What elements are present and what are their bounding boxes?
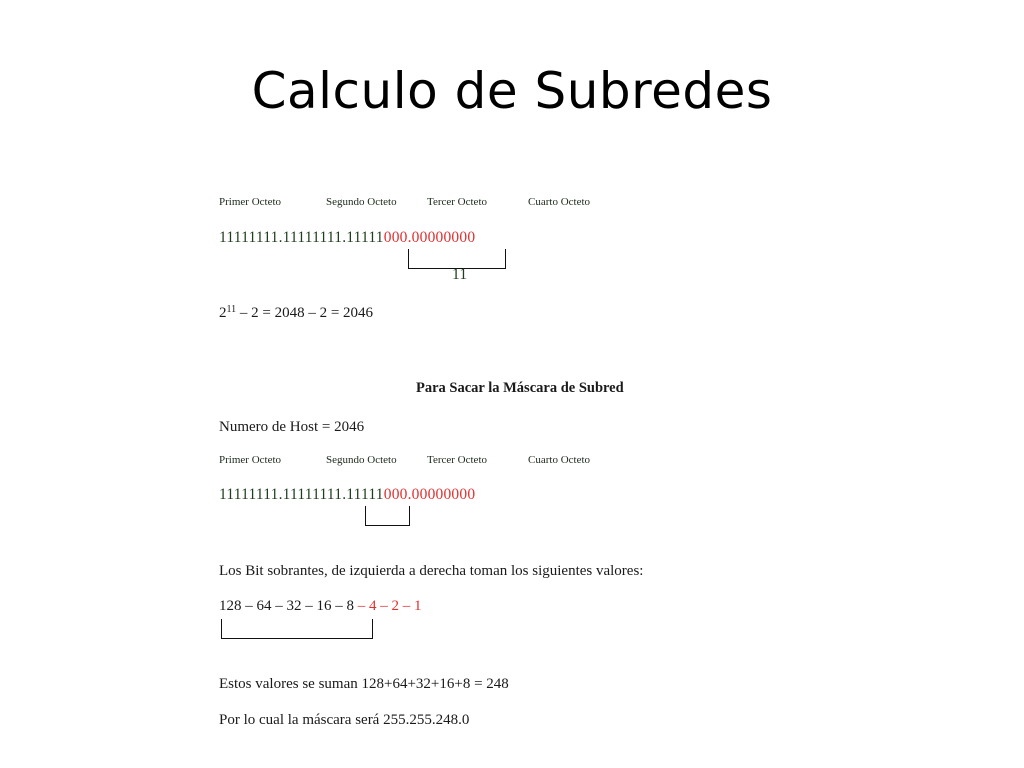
octet-header-4b: Cuarto Octeto xyxy=(528,454,591,466)
section-heading: Para Sacar la Máscara de Subred xyxy=(416,380,624,396)
host-number-line: Numero de Host = 2046 xyxy=(219,419,365,435)
octet-header-2b: Segundo Octeto xyxy=(326,454,397,466)
binary-mask-2 xyxy=(219,486,475,504)
binary-mask-host-bits-2: 000.00000000 xyxy=(383,486,476,503)
bit-values-line xyxy=(219,598,422,615)
octet-header-2: Segundo Octeto xyxy=(326,196,397,208)
sum-line: Estos valores se suman 128+64+32+16+8 = 248 xyxy=(219,676,509,692)
octet-header-1: Primer Octeto xyxy=(219,196,282,208)
octet-header-3: Tercer Octeto xyxy=(427,196,487,208)
octet-header-1b: Primer Octeto xyxy=(219,454,282,466)
bit-values-bracket xyxy=(221,619,373,639)
binary-mask-host-bits: 000.00000000 xyxy=(383,229,476,246)
host-calculation xyxy=(219,305,373,322)
calc-rest: – 2 = 2048 – 2 = 2046 xyxy=(236,305,374,321)
calc-base: 2 xyxy=(219,305,227,321)
calc-exponent: 11 xyxy=(226,304,237,315)
binary-mask-prefix-2: 11111111.11111111.11111 xyxy=(219,486,384,503)
octet-header-3b: Tercer Octeto xyxy=(427,454,487,466)
octet-header-4: Cuarto Octeto xyxy=(528,196,591,208)
mask-result-line: Por lo cual la máscara será 255.255.248.0 xyxy=(219,712,470,728)
binary-mask-prefix: 11111111.11111111.11111 xyxy=(219,229,384,246)
borrowed-bits-bracket xyxy=(365,506,410,526)
remaining-bits-line: Los Bit sobrantes, de izquierda a derecha toman los siguientes valores: xyxy=(219,563,644,579)
binary-mask-1 xyxy=(219,229,475,247)
slide-title: Calculo de Subredes xyxy=(251,62,773,120)
bit-values-unused: – 4 – 2 – 1 xyxy=(357,598,422,614)
bit-values-used: 128 – 64 – 32 – 16 – 8 xyxy=(219,598,358,614)
host-bits-count: 11 xyxy=(452,266,468,283)
